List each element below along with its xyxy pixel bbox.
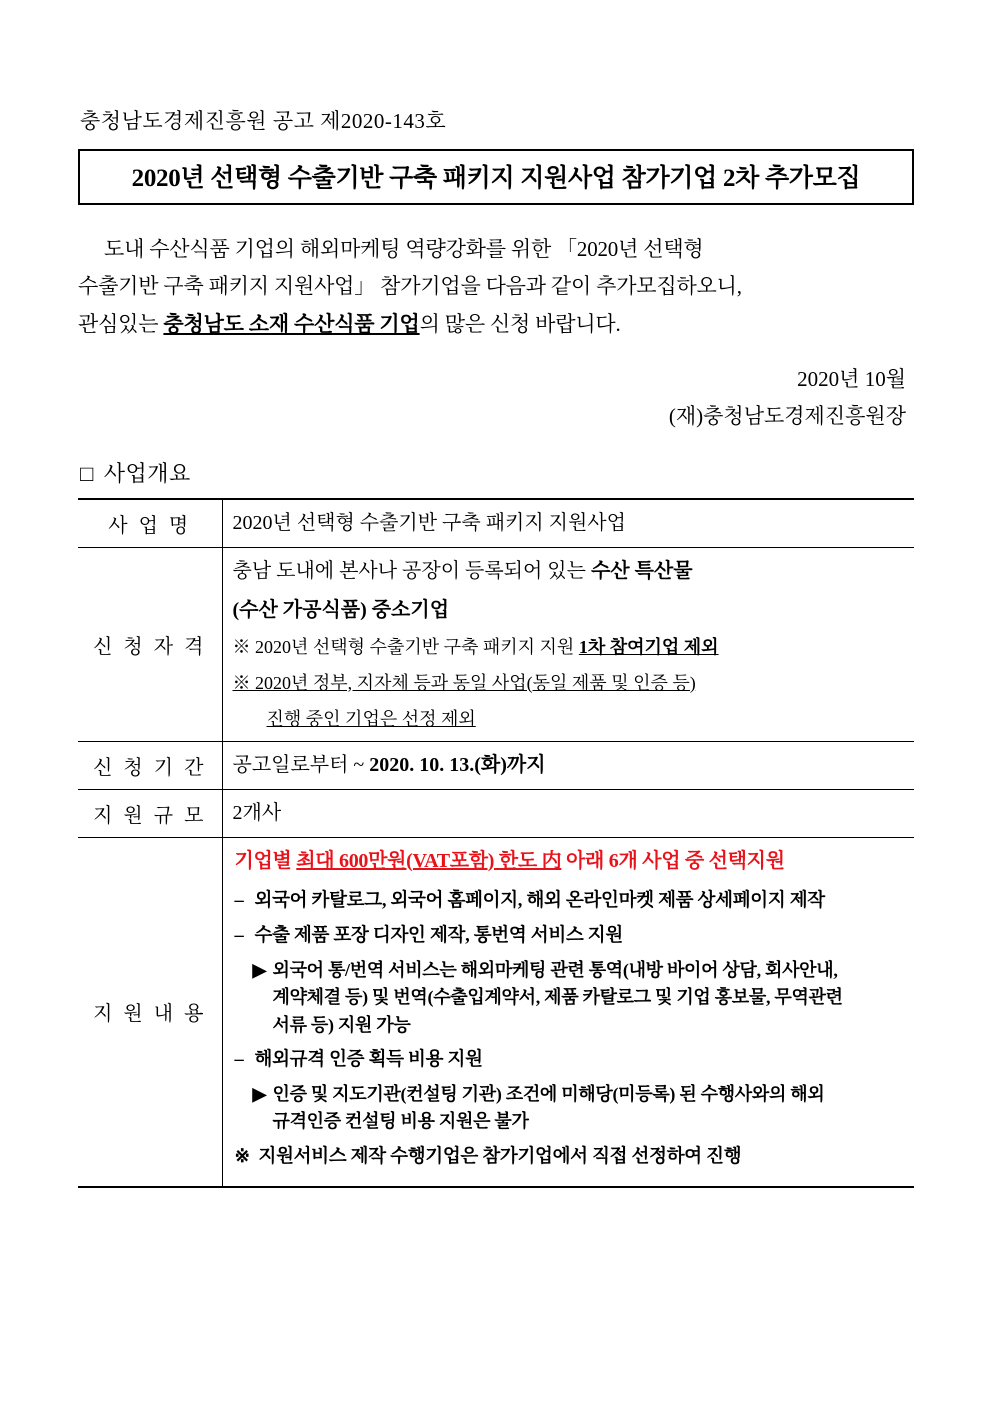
eligibility-main-2: (수산 가공식품) 중소기업 bbox=[232, 598, 450, 621]
row-label-support-content: 지 원 내 용 bbox=[78, 837, 222, 1187]
intro-emphasis: 충청남도 소재 수산식품 기업 bbox=[163, 311, 420, 336]
support-items-list bbox=[233, 887, 909, 1171]
list-item: ▶ 외국어 통/번역 서비스는 해외마케팅 관련 통역(내방 바이어 상담, 회사안내, 계약체결 등) 및 번역(수출입계약서, 제품 카탈로그 및 기업 홍보물, 무역관련 서류 등) 지원 가능 bbox=[233, 957, 909, 1039]
intro-line-3a: 관심있는 bbox=[78, 311, 164, 336]
row-value-support-content bbox=[222, 837, 914, 1187]
row-label-application-period: 신 청 기 간 bbox=[78, 741, 222, 789]
asterisk-marker-icon: ※ bbox=[234, 1146, 250, 1167]
eligibility-note-2-sub: 진행 중인 기업은 선정 제외 bbox=[266, 708, 476, 729]
row-value-support-scale: 2개사 bbox=[222, 789, 914, 837]
table-row bbox=[78, 837, 914, 1187]
overview-table bbox=[78, 498, 914, 1188]
list-item: ※ 지원서비스 제작 수행기업은 참가기업에서 직접 선정하여 진행 bbox=[233, 1143, 909, 1171]
row-value-business-name: 2020년 선택형 수출기반 구축 패키지 지원사업 bbox=[222, 499, 914, 548]
dash-marker-icon: – bbox=[234, 890, 244, 911]
dash-marker-icon: – bbox=[234, 1049, 244, 1070]
table-row bbox=[78, 789, 914, 837]
intro-line-3c: 의 많은 신청 바랍니다. bbox=[419, 311, 621, 336]
list-item: – 외국어 카탈로그, 외국어 홈페이지, 해외 온라인마켓 제품 상세페이지 제작 bbox=[233, 887, 909, 915]
table-row bbox=[78, 499, 914, 548]
row-label-support-scale: 지 원 규 모 bbox=[78, 789, 222, 837]
intro-line-1: 도내 수산식품 기업의 해외마케팅 역량강화를 위한 「2020년 선택형 bbox=[104, 237, 704, 261]
application-deadline: 2020. 10. 13.(화)까지 bbox=[369, 753, 546, 776]
eligibility-note-2: ※ 2020년 정부, 지자체 등과 동일 사업(동일 제품 및 인증 등) bbox=[232, 672, 696, 693]
row-value-eligibility bbox=[222, 547, 914, 741]
dash-marker-icon: – bbox=[234, 925, 244, 946]
square-bullet-icon: □ bbox=[80, 460, 94, 486]
document-title: 2020년 선택형 수출기반 구축 패키지 지원사업 참가기업 2차 추가모집 bbox=[78, 149, 914, 205]
support-limit-notice: 기업별 최대 600만원(VAT포함) 한도 内 아래 6개 사업 중 선택지원 bbox=[234, 849, 785, 872]
list-item: ▶ 인증 및 지도기관(컨설팅 기관) 조건에 미해당(미등록) 된 수행사와의 해외 규격인증 컨설팅 비용 지원은 불가 bbox=[233, 1081, 909, 1136]
triangle-marker-icon: ▶ bbox=[252, 959, 267, 980]
triangle-marker-icon: ▶ bbox=[252, 1084, 267, 1105]
row-label-business-name: 사 업 명 bbox=[78, 499, 222, 548]
section-heading bbox=[80, 457, 914, 488]
signature-date: 2020년 10월 bbox=[797, 367, 906, 392]
list-item: – 해외규격 인증 획득 비용 지원 bbox=[233, 1046, 909, 1074]
signature-org: (재)충청남도경제진흥원장 bbox=[668, 403, 906, 428]
signature-block bbox=[78, 361, 914, 435]
table-row bbox=[78, 547, 914, 741]
intro-line-2: 수출기반 구축 패키지 지원사업」 참가기업을 다음과 같이 추가모집하오니, bbox=[78, 274, 742, 299]
table-row bbox=[78, 741, 914, 789]
notice-number: 충청남도경제진흥원 공고 제2020-143호 bbox=[80, 109, 447, 133]
eligibility-main: 충남 도내에 본사나 공장이 등록되어 있는 수산 특산물 bbox=[232, 559, 693, 582]
intro-paragraph bbox=[78, 231, 914, 343]
row-value-application-period: 공고일로부터 ~ 2020. 10. 13.(화)까지 bbox=[222, 741, 914, 789]
row-label-eligibility: 신 청 자 격 bbox=[78, 547, 222, 741]
list-item: – 수출 제품 포장 디자인 제작, 통번역 서비스 지원 bbox=[233, 922, 909, 950]
section-heading-label: 사업개요 bbox=[103, 460, 191, 486]
eligibility-note-1: ※ 2020년 선택형 수출기반 구축 패키지 지원 1차 참여기업 제외 bbox=[232, 636, 719, 657]
